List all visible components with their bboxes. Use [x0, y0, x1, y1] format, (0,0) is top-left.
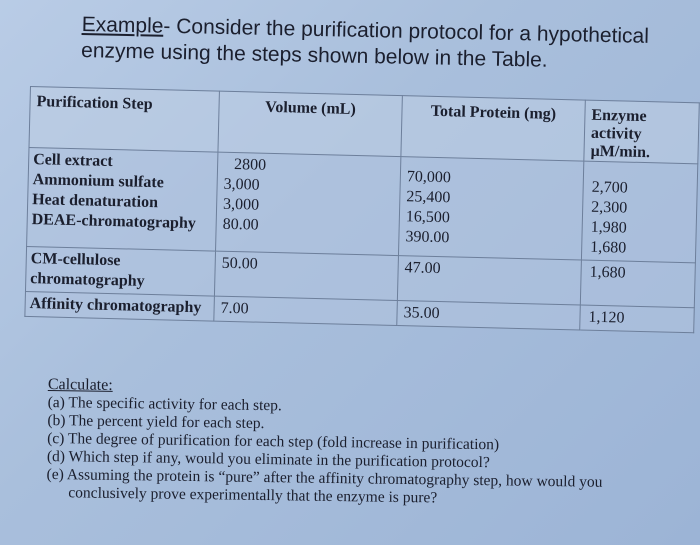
- question-item: (c) The degree of purification for each step (fold increase in purification): [47, 429, 500, 454]
- purification-table-wrapper: [24, 86, 700, 365]
- activity-value: 1,980: [590, 218, 627, 237]
- step-cell: [25, 246, 215, 296]
- step-name: Affinity chromatography: [29, 295, 202, 317]
- activity-cell: [581, 161, 697, 263]
- table-row: [27, 147, 698, 262]
- protein-value: 25,400: [406, 188, 451, 207]
- step-name: Ammonium sulfate: [32, 171, 164, 192]
- volume-value: 2800: [233, 156, 267, 174]
- activity-value: 1,680: [590, 238, 627, 257]
- volume-cell: [214, 251, 398, 300]
- title-text: - Consider the purification protocol for a hypothetical enzyme using the steps shown below in the Table.: [80, 14, 650, 72]
- volume-value: 50.00: [221, 254, 258, 273]
- header-enzyme-activity: Enzyme activity µM/min.: [584, 100, 699, 164]
- step-name: DEAE-chromatography: [31, 211, 197, 233]
- protein-cell: [397, 256, 581, 305]
- activity-value: 1,680: [589, 263, 626, 282]
- activity-cell: [580, 260, 695, 308]
- header-purification-step: Purification Step: [29, 87, 219, 153]
- question-item: (a) The specific activity for each step.: [47, 393, 282, 415]
- protein-value: 35.00: [403, 304, 440, 323]
- volume-value: 3,000: [222, 195, 260, 214]
- step-name: Cell extract: [32, 151, 113, 171]
- protein-cell: [398, 157, 583, 260]
- problem-title: [81, 12, 682, 77]
- question-item: (b) The percent yield for each step.: [47, 411, 265, 433]
- question-item: (e) Assuming the protein is “pure” after the affinity chromatography step, how would you: [46, 465, 603, 491]
- protein-value: 390.00: [405, 228, 450, 247]
- example-label: Example: [81, 12, 164, 38]
- protein-value: 47.00: [404, 259, 441, 278]
- volume-value: 7.00: [220, 299, 249, 318]
- protein-value: 70,000: [406, 168, 452, 187]
- step-cell: [27, 147, 218, 251]
- volume-cell: [216, 152, 401, 255]
- purification-table: [24, 86, 699, 333]
- volume-value: 80.00: [222, 215, 259, 234]
- question-item: (d) Which step if any, would you eliminate in the purification protocol?: [46, 447, 490, 472]
- activity-value: 1,120: [588, 308, 625, 327]
- activity-value: 2,700: [591, 178, 628, 197]
- calculate-section: [46, 376, 700, 511]
- activity-cell: [580, 305, 695, 333]
- question-item-continued: conclusively prove experimentally that the enzyme is pure?: [68, 484, 438, 507]
- step-name: CM-cellulose chromatography: [30, 250, 145, 290]
- protein-cell: [397, 301, 581, 330]
- volume-cell: [214, 296, 398, 325]
- header-total-protein: Total Protein (mg): [401, 96, 585, 161]
- protein-value: 16,500: [405, 208, 451, 227]
- header-volume: Volume (mL): [218, 91, 402, 156]
- calculate-heading: Calculate:: [47, 376, 113, 394]
- activity-value: 2,300: [590, 198, 628, 217]
- volume-value: 3,000: [223, 175, 260, 194]
- step-name: Heat denaturation: [32, 191, 159, 212]
- step-cell: [25, 291, 215, 321]
